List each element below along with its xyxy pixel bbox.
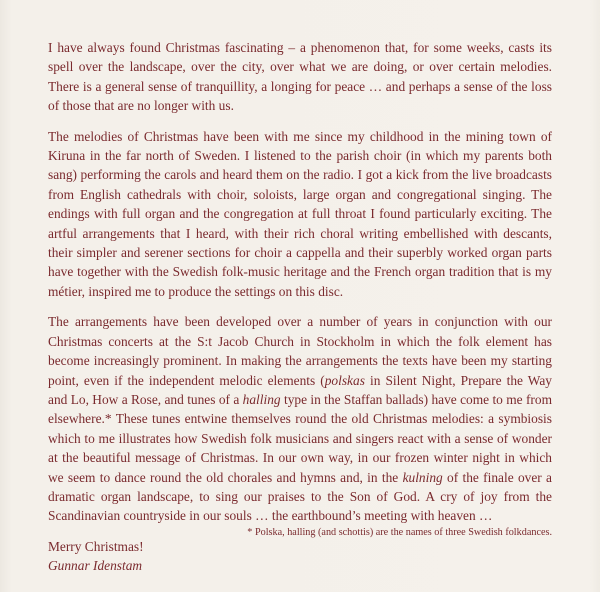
term-halling: halling bbox=[242, 391, 281, 407]
paragraph-3-part-c: type in the Staffan ballads) have come to me from elsewhere.* These tunes entwine themselves round the old Christmas melodies: a symbiosis which to me illustrates how Swedish folk musicians and singers react with a sense of wonder at the beautiful message of Christmas. In our own way, in our frozen winter night in which we seem to dance round the old chorales and hymns and, in the bbox=[48, 391, 552, 485]
closing-line: Merry Christmas! bbox=[48, 538, 144, 554]
paragraph-1: I have always found Christmas fascinating – a phenomenon that, for some weeks, casts its spell over the landscape, over the city, over what we are doing, or over certain melodies. There is a general sense of tranquillity, a longing for peace … and perhaps a sense of the loss of those that are no longer with us. bbox=[48, 40, 552, 114]
term-kulning: kulning bbox=[402, 469, 443, 485]
paragraph-3-part-d: of the finale over a dramatic organ landscape, to sing our praises to the Son of God. A cry of joy from the Scandinavian countryside in our souls … the earthbound’s meeting with heaven … bbox=[48, 469, 552, 524]
liner-notes-text bbox=[48, 38, 552, 576]
signature-block bbox=[48, 537, 552, 576]
paragraph-3-part-b: in Silent Night, Prepare the Way and Lo, How a Rose, and tunes of a bbox=[48, 372, 552, 407]
paragraph-3 bbox=[48, 312, 552, 525]
paragraph-3-part-a: The arrangements have been developed over a number of years in conjunction with our Christmas concerts at the S:t Jacob Church in Stockholm in which the folk element has become increasingly prominent. In making the arrangements the texts have been my starting point, even if the independent melodic elements ( bbox=[48, 314, 552, 388]
author-name: Gunnar Idenstam bbox=[48, 558, 143, 574]
term-polskas: polskas bbox=[324, 372, 365, 388]
paragraph-2: The melodies of Christmas have been with me since my childhood in the mining town of Kiruna in the far north of Sweden. I listened to the parish choir (in which my parents both sang) performing the carols and heard them on the radio. I got a kick from the live broadcasts from English cathedrals with choir, soloists, large organ and congregational singing. The endings with full organ and the congregation at full throat I found particularly exciting. The artful arrangements that I heard, with their rich choral writing embellished with descants, their simpler and serener sections for choir a cappella and their superbly worked organ parts have together with the Swedish folk-music heritage and the French organ tradition that is my métier, inspired me to produce the settings on this disc. bbox=[48, 128, 552, 299]
footnote: * Polska, halling (and schottis) are the names of three Swedish folkdances. bbox=[247, 527, 552, 538]
